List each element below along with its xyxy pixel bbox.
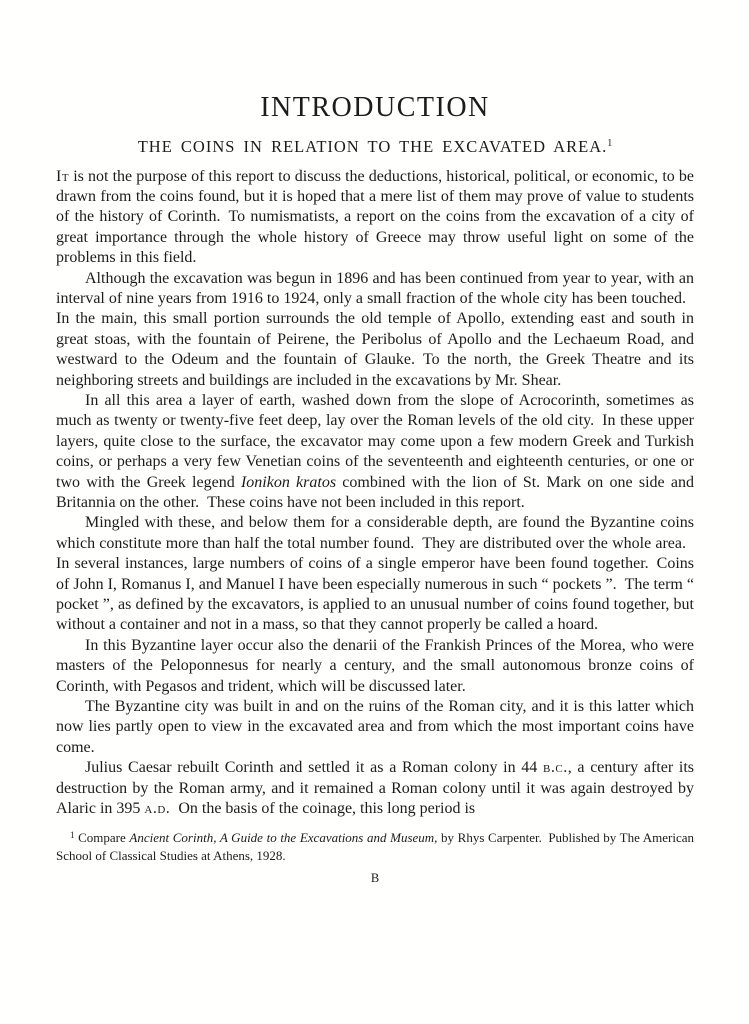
text-segment: On the basis of the coinage, this long period is [170, 800, 476, 818]
text-segment: Ancient Corinth, A Guide to the Excavations and Museum [129, 829, 435, 845]
text-segment: Julius Caesar rebuilt Corinth and settled it as a Roman colony in 44 [85, 759, 544, 777]
text-segment: b.c. [543, 759, 568, 777]
text-segment: , a century after its destruction by the Roman army, and it remained a Roman colony until it was again destroyed by Alaric in 395 [56, 759, 694, 818]
text-segment: Although the excavation was begun in 1896 and has been continued from year to year, with an interval of nine years from 1916 to 1924, only a small fraction of the whole city has been touched. In the main, this small portion surrounds the old temple of Apollo, extending east and south in great stoas, with the fountain of Peirene, the Peribolus of Apollo and the Lechaeum Road, and westward to the Odeum and the fountain of Glauke. To the north, the Greek Theatre and its neighboring streets and buildings are included in the excavations by Mr. Shear. [56, 269, 694, 389]
body-text [56, 167, 694, 820]
paragraph [56, 167, 694, 269]
page-subtitle [56, 139, 694, 156]
paragraph [56, 636, 694, 697]
text-segment: combined with the lion of St. Mark on one side and Britannia on the other. These coins have not been included in this report. [56, 473, 695, 511]
text-segment: Ionikon kratos [240, 473, 337, 491]
paragraph [56, 758, 694, 819]
subtitle-footnote-ref: 1 [607, 138, 613, 149]
text-segment: Mingled with these, and below them for a considerable depth, are found the Byzantine coins which constitute more than half the total number found. They are distributed over the whole area. In several instances, large numbers of coins of a single emperor have been found together. Coins of John I, Romanus I, and Manuel I have been especially numerous in such “ pockets ”. The term “ pocket ”, as defined by the excavators, is applied to an unusual number of coins found together, but without a container and not in a mass, so that they cannot properly be called a hoard. [56, 514, 694, 634]
paragraph [56, 697, 694, 758]
footnote [56, 826, 694, 866]
subtitle-text: THE COINS IN RELATION TO THE EXCAVATED AREA. [137, 137, 608, 156]
footnote-ref: 1 [70, 829, 75, 840]
page-title: INTRODUCTION [260, 92, 490, 123]
text-segment: In this Byzantine layer occur also the denarii of the Frankish Princes of the Morea, who were masters of the Peloponnesus for nearly a century, and the small autonomous bronze coins of Corinth, with Pegasos and trident, which will be discussed later. [56, 636, 694, 695]
text-segment: The Byzantine city was built in and on the ruins of the Roman city, and it is this latter which now lies partly open to view in the excavated area and from which the most important coins have come. [56, 698, 694, 756]
paragraph [56, 391, 694, 513]
text-segment: is not the purpose of this report to discuss the deductions, historical, political, or economic, to be drawn from the coins found, but it is hoped that a mere list of them may prove of value to students of the history of Corinth. To numismatists, a report on the coins from the excavation of a city of great importance through the whole history of Greece may throw useful light on some of the problems in this field. [56, 167, 694, 267]
signature-mark: B [370, 870, 380, 885]
paragraph [56, 269, 694, 391]
text-segment: It [56, 167, 70, 185]
footnote-text [56, 830, 694, 864]
text-segment: In all this area a layer of earth, washed down from the slope of Acrocorinth, sometimes as much as twenty or twenty-five feet deep, lay over the Roman levels of the old city. In these upper layers, quite close to the surface, the excavator may come upon a few modern Greek and Turkish coins, or perhaps a very few Venetian coins of the seventeenth and eighteenth centuries, or one or two with the Greek legend [56, 391, 694, 491]
paragraph [56, 513, 694, 635]
text-segment: Compare [74, 829, 130, 845]
text-segment: , by Rhys Carpenter. Published by The American School of Classical Studies at Athens, 1928. [56, 829, 694, 863]
text-segment: a.d. [144, 800, 171, 818]
